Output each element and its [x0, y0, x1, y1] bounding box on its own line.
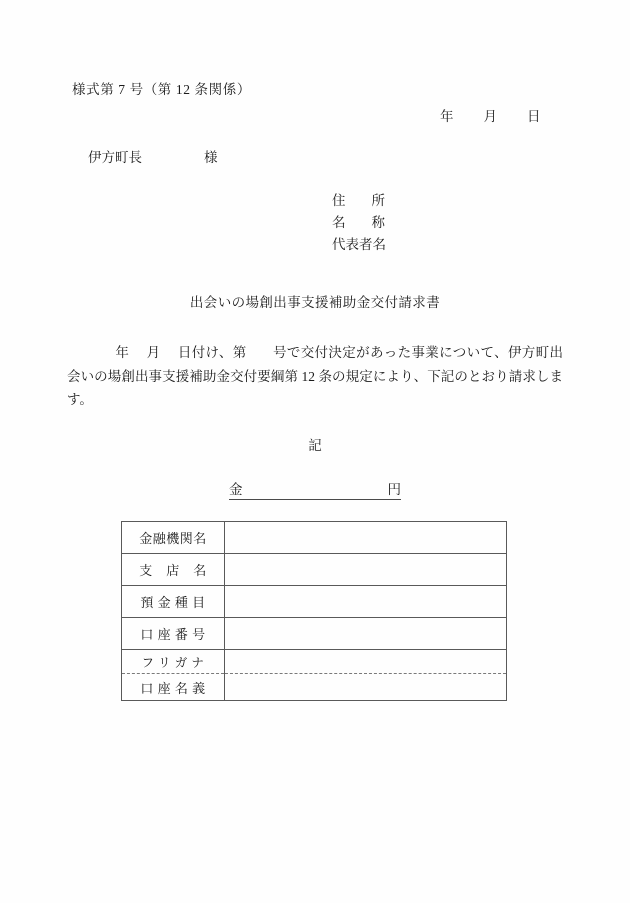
furigana-field[interactable]	[225, 650, 507, 674]
date-line	[440, 105, 541, 125]
body-year-blank: 年	[115, 345, 130, 360]
table-row	[122, 674, 507, 701]
applicant-address-row	[332, 190, 386, 212]
body-day-segment: 日付け、第	[177, 345, 247, 360]
ki-marker: 記	[308, 438, 322, 453]
branch-name-label: 支 店 名	[122, 554, 225, 586]
account-holder-label: 口 座 名 義	[122, 674, 225, 701]
body-paragraph	[67, 341, 563, 412]
furigana-label: フ リ ガ ナ	[122, 650, 225, 674]
body-line3: す。	[67, 392, 93, 407]
body-line2: いの場創出事支援補助金交付要綱第 12 条の規定により、下記のとおり請求しま	[80, 368, 564, 384]
table-row	[122, 522, 507, 554]
body-month-blank: 月	[146, 345, 161, 360]
applicant-address-label: 住	[332, 193, 346, 208]
body-line1-tail: 号で交付決定があった事業について、伊方町出会	[67, 345, 564, 384]
applicant-name-label: 名	[332, 215, 346, 230]
bank-account-table	[121, 521, 507, 701]
amount-currency-prefix: 金	[229, 482, 243, 497]
deposit-type-label: 預 金 種 目	[122, 586, 225, 618]
bank-name-label: 金融機関名	[122, 522, 225, 554]
form-number: 様式第 7 号（第 12 条関係）	[72, 82, 251, 97]
account-number-label: 口 座 番 号	[122, 618, 225, 650]
applicant-representative-row	[332, 234, 386, 256]
table-row	[122, 650, 507, 674]
account-holder-field[interactable]	[225, 674, 507, 701]
addressee-recipient: 伊方町長	[88, 150, 142, 165]
table-row	[122, 586, 507, 618]
deposit-type-field[interactable]	[225, 586, 507, 618]
addressee-line	[88, 146, 218, 166]
addressee-honorific: 様	[204, 150, 218, 165]
amount-currency-suffix: 円	[387, 482, 401, 497]
date-day-label: 日	[527, 109, 541, 124]
branch-name-field[interactable]	[225, 554, 507, 586]
applicant-address-label2: 所	[371, 193, 385, 208]
date-year-label: 年	[440, 109, 454, 124]
bank-name-field[interactable]	[225, 522, 507, 554]
amount-line	[229, 478, 401, 500]
document-title: 出会いの場創出事支援補助金交付請求書	[189, 295, 441, 310]
applicant-representative-label: 代表者名	[332, 237, 386, 252]
table-row	[122, 554, 507, 586]
applicant-name-row	[332, 212, 386, 234]
applicant-block	[332, 190, 386, 256]
date-month-label: 月	[483, 109, 497, 124]
applicant-name-label2: 称	[371, 215, 385, 230]
account-number-field[interactable]	[225, 618, 507, 650]
table-row	[122, 618, 507, 650]
